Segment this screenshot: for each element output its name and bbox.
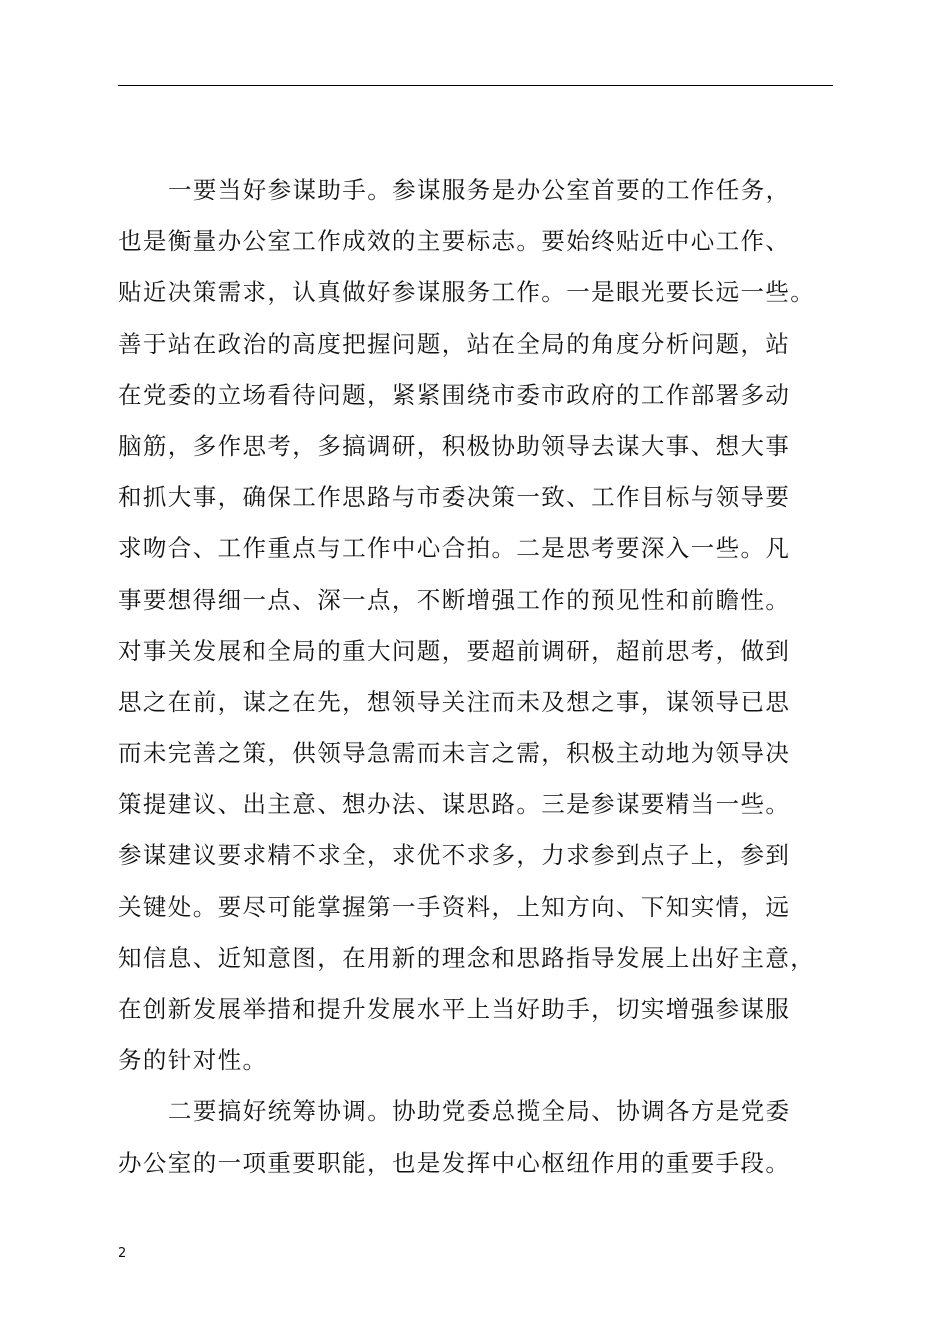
text-line: 一要当好参谋助手。参谋服务是办公室首要的工作任务， [168,176,791,204]
paragraph-2 [118,1086,843,1188]
text-line: 也是衡量办公室工作成效的主要标志。要始终贴近中心工作、 [118,227,791,256]
text-line: 事要想得细一点、深一点，不断增强工作的预见性和前瞻性。 [118,585,791,614]
text-line: 在党委的立场看待问题，紧紧围绕市委市政府的工作部署多动 [118,380,791,409]
text-line: 善于站在政治的高度把握问题，站在全局的角度分析问题，站 [118,329,791,358]
text-line: 和抓大事，确保工作思路与市委决策一致、工作目标与领导要 [118,483,791,512]
text-line: 在创新发展举措和提升发展水平上当好助手，切实增强参谋服 [118,995,791,1023]
text-line: 求吻合、工作重点与工作中心合拍。二是思考要深入一些。凡 [118,534,791,563]
text-line: 关键处。要尽可能掌握第一手资料，上知方向、下知实情，远 [118,892,791,921]
text-line: 务的针对性。 [118,1046,268,1075]
text-line: 知信息、近知意图，在用新的理念和思路指导发展上出好主意， [118,943,816,972]
text-line: 贴近决策需求，认真做好参谋服务工作。一是眼光要长远一些。 [118,278,816,307]
page-number: 2 [118,1246,127,1261]
text-line: 二要搞好统筹协调。协助党委总揽全局、协调各方是党委 [168,1097,791,1126]
paragraph-1 [118,165,843,1086]
text-line: 对事关发展和全局的重大问题，要超前调研，超前思考，做到 [118,636,791,665]
text-line: 办公室的一项重要职能，也是发挥中心枢纽作用的重要手段。 [118,1148,791,1177]
text-line: 思之在前，谋之在先，想领导关注而未及想之事，谋领导已思 [118,687,791,716]
text-line: 脑筋，多作思考，多搞调研，积极协助领导去谋大事、想大事 [118,431,791,460]
text-line: 而未完善之策，供领导急需而未言之需，积极主动地为领导决 [118,739,791,768]
text-line: 策提建议、出主意、想办法、谋思路。三是参谋要精当一些。 [118,790,791,819]
header-rule [118,85,833,86]
text-line: 参谋建议要求精不求全，求优不求多，力求参到点子上，参到 [118,841,791,870]
body-text [118,165,843,1189]
